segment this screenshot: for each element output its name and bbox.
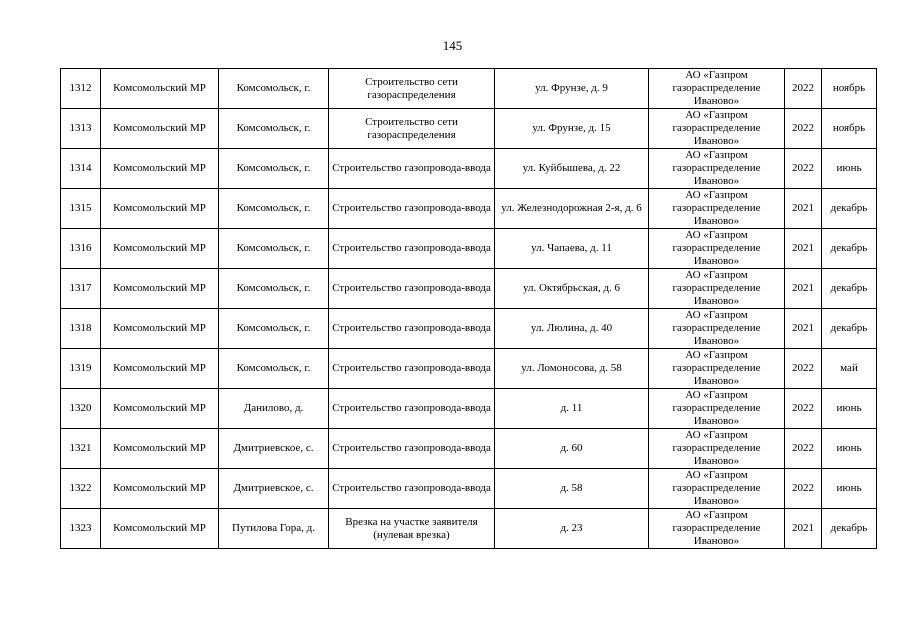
settlement-cell: Данилово, д. [219, 389, 329, 429]
settlement-cell: Комсомольск, г. [219, 149, 329, 189]
organization-line: газораспределение [672, 442, 761, 454]
row-number-cell: 1323 [61, 509, 101, 549]
table-row [61, 429, 877, 469]
organization-line: АО «Газпром [685, 309, 748, 321]
organization-cell [649, 349, 785, 389]
year-cell: 2022 [785, 349, 822, 389]
district-cell: Комсомольский МР [101, 469, 219, 509]
settlement-cell: Комсомольск, г. [219, 229, 329, 269]
address-cell: д. 23 [495, 509, 649, 549]
organization-line: Иваново» [693, 295, 740, 307]
work-type-cell: Строительство газопровода-ввода [329, 349, 495, 389]
work-type-cell: Строительство газопровода-ввода [329, 229, 495, 269]
organization-line: АО «Газпром [685, 149, 748, 161]
settlement-cell: Дмитриевское, с. [219, 429, 329, 469]
organization-line: Иваново» [693, 375, 740, 387]
address-cell: ул. Железнодорожная 2-я, д. 6 [495, 189, 649, 229]
organization-line: газораспределение [672, 322, 761, 334]
address-cell: ул. Люлина, д. 40 [495, 309, 649, 349]
district-cell: Комсомольский МР [101, 269, 219, 309]
address-cell: д. 60 [495, 429, 649, 469]
organization-line: АО «Газпром [685, 269, 748, 281]
address-cell: ул. Чапаева, д. 11 [495, 229, 649, 269]
month-cell: июнь [822, 389, 877, 429]
row-number-cell: 1322 [61, 469, 101, 509]
year-cell: 2022 [785, 469, 822, 509]
organization-cell [649, 69, 785, 109]
organization-line: Иваново» [693, 535, 740, 547]
organization-line: газораспределение [672, 242, 761, 254]
month-cell: июнь [822, 149, 877, 189]
work-type-cell: Врезка на участке заявителя (нулевая врезка) [329, 509, 495, 549]
row-number-cell: 1315 [61, 189, 101, 229]
organization-line: Иваново» [693, 255, 740, 267]
organization-line: газораспределение [672, 402, 761, 414]
organization-cell [649, 389, 785, 429]
organization-line: газораспределение [672, 202, 761, 214]
month-cell: декабрь [822, 309, 877, 349]
district-cell: Комсомольский МР [101, 109, 219, 149]
organization-line: газораспределение [672, 362, 761, 374]
row-number-cell: 1313 [61, 109, 101, 149]
organization-line: АО «Газпром [685, 509, 748, 521]
address-cell: ул. Куйбышева, д. 22 [495, 149, 649, 189]
month-cell: ноябрь [822, 69, 877, 109]
organization-cell [649, 509, 785, 549]
page-number: 145 [442, 38, 463, 53]
organization-cell [649, 149, 785, 189]
organization-line: АО «Газпром [685, 429, 748, 441]
table-row [61, 189, 877, 229]
year-cell: 2021 [785, 509, 822, 549]
year-cell: 2021 [785, 269, 822, 309]
organization-cell [649, 109, 785, 149]
row-number-cell: 1316 [61, 229, 101, 269]
organization-line: Иваново» [693, 335, 740, 347]
organization-cell [649, 229, 785, 269]
organization-line: газораспределение [672, 122, 761, 134]
table-row [61, 149, 877, 189]
organization-cell [649, 429, 785, 469]
organization-line: газораспределение [672, 282, 761, 294]
organization-line: газораспределение [672, 482, 761, 494]
settlement-cell: Комсомольск, г. [219, 69, 329, 109]
organization-line: Иваново» [693, 455, 740, 467]
year-cell: 2021 [785, 229, 822, 269]
table-row [61, 229, 877, 269]
year-cell: 2022 [785, 429, 822, 469]
table-row [61, 389, 877, 429]
organization-line: Иваново» [693, 415, 740, 427]
settlement-cell: Комсомольск, г. [219, 309, 329, 349]
organization-line: газораспределение [672, 522, 761, 534]
table-row [61, 469, 877, 509]
table-row [61, 109, 877, 149]
organization-line: АО «Газпром [685, 189, 748, 201]
district-cell: Комсомольский МР [101, 229, 219, 269]
settlement-cell: Путилова Гора, д. [219, 509, 329, 549]
row-number-cell: 1312 [61, 69, 101, 109]
year-cell: 2021 [785, 189, 822, 229]
organization-cell [649, 189, 785, 229]
address-cell: ул. Ломоносова, д. 58 [495, 349, 649, 389]
row-number-cell: 1317 [61, 269, 101, 309]
organization-line: Иваново» [693, 495, 740, 507]
work-type-cell: Строительство газопровода-ввода [329, 269, 495, 309]
district-cell: Комсомольский МР [101, 389, 219, 429]
year-cell: 2022 [785, 149, 822, 189]
organization-cell [649, 269, 785, 309]
district-cell: Комсомольский МР [101, 309, 219, 349]
district-cell: Комсомольский МР [101, 429, 219, 469]
table-row [61, 349, 877, 389]
year-cell: 2022 [785, 69, 822, 109]
year-cell: 2021 [785, 309, 822, 349]
year-cell: 2022 [785, 389, 822, 429]
month-cell: июнь [822, 429, 877, 469]
address-cell: д. 58 [495, 469, 649, 509]
district-cell: Комсомольский МР [101, 509, 219, 549]
month-cell: декабрь [822, 229, 877, 269]
month-cell: декабрь [822, 509, 877, 549]
table-row [61, 269, 877, 309]
month-cell: май [822, 349, 877, 389]
row-number-cell: 1314 [61, 149, 101, 189]
month-cell: ноябрь [822, 109, 877, 149]
table-row [61, 69, 877, 109]
address-cell: д. 11 [495, 389, 649, 429]
settlement-cell: Комсомольск, г. [219, 349, 329, 389]
organization-line: АО «Газпром [685, 349, 748, 361]
settlement-cell: Комсомольск, г. [219, 189, 329, 229]
work-type-cell: Строительство газопровода-ввода [329, 429, 495, 469]
district-cell: Комсомольский МР [101, 189, 219, 229]
organization-line: АО «Газпром [685, 109, 748, 121]
address-cell: ул. Октябрьская, д. 6 [495, 269, 649, 309]
work-type-cell: Строительство газопровода-ввода [329, 309, 495, 349]
district-cell: Комсомольский МР [101, 349, 219, 389]
organization-cell [649, 309, 785, 349]
work-type-cell: Строительство газопровода-ввода [329, 149, 495, 189]
organization-line: АО «Газпром [685, 69, 748, 81]
work-type-cell: Строительство газопровода-ввода [329, 469, 495, 509]
organization-line: газораспределение [672, 162, 761, 174]
month-cell: декабрь [822, 269, 877, 309]
address-cell: ул. Фрунзе, д. 15 [495, 109, 649, 149]
row-number-cell: 1318 [61, 309, 101, 349]
row-number-cell: 1319 [61, 349, 101, 389]
gasification-table [60, 68, 877, 549]
district-cell: Комсомольский МР [101, 69, 219, 109]
table-row [61, 509, 877, 549]
organization-line: АО «Газпром [685, 469, 748, 481]
organization-line: АО «Газпром [685, 389, 748, 401]
settlement-cell: Комсомольск, г. [219, 269, 329, 309]
settlement-cell: Дмитриевское, с. [219, 469, 329, 509]
row-number-cell: 1320 [61, 389, 101, 429]
work-type-cell: Строительство сети газораспределения [329, 109, 495, 149]
organization-line: Иваново» [693, 215, 740, 227]
year-cell: 2022 [785, 109, 822, 149]
work-type-cell: Строительство газопровода-ввода [329, 189, 495, 229]
month-cell: декабрь [822, 189, 877, 229]
organization-line: Иваново» [693, 175, 740, 187]
work-type-cell: Строительство газопровода-ввода [329, 389, 495, 429]
row-number-cell: 1321 [61, 429, 101, 469]
settlement-cell: Комсомольск, г. [219, 109, 329, 149]
organization-line: Иваново» [693, 135, 740, 147]
month-cell: июнь [822, 469, 877, 509]
organization-line: Иваново» [693, 95, 740, 107]
address-cell: ул. Фрунзе, д. 9 [495, 69, 649, 109]
organization-cell [649, 469, 785, 509]
work-type-cell: Строительство сети газораспределения [329, 69, 495, 109]
organization-line: газораспределение [672, 82, 761, 94]
table-row [61, 309, 877, 349]
district-cell: Комсомольский МР [101, 149, 219, 189]
organization-line: АО «Газпром [685, 229, 748, 241]
